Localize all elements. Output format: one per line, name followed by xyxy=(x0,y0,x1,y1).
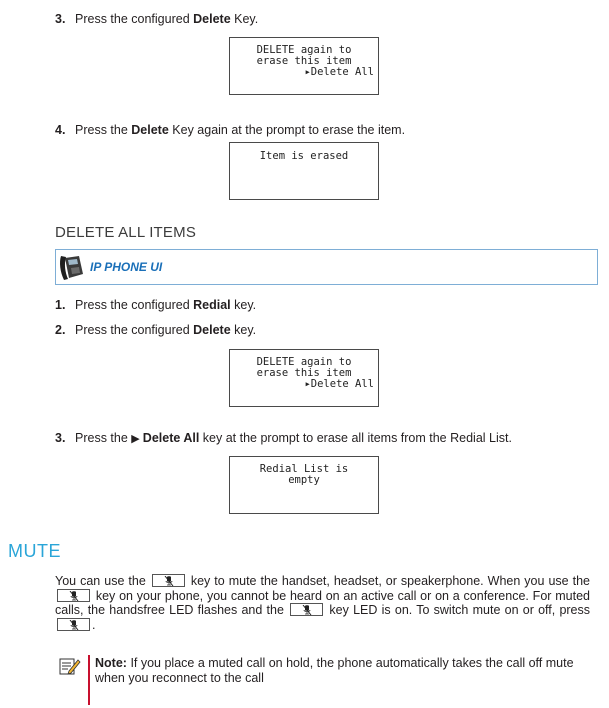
screen-line: DELETE again to xyxy=(256,356,352,368)
step-text: Press the configured xyxy=(75,12,194,26)
step-text: Press the configured xyxy=(75,323,194,337)
phone-screen-delete-prompt xyxy=(229,37,379,95)
step-keyword: Delete xyxy=(193,12,231,26)
screen-line: DELETE again to xyxy=(256,44,352,56)
step-text: Press the configured xyxy=(75,298,194,312)
step-item xyxy=(55,323,256,337)
step-text: key. xyxy=(230,323,257,337)
arrow-right-icon: ▸ xyxy=(304,378,311,390)
step-number: 3. xyxy=(55,431,66,445)
step-keyword: Redial xyxy=(193,298,231,312)
screen-line-softkey xyxy=(230,67,378,78)
screen-line: Redial List is xyxy=(259,463,349,475)
step-keyword: Delete xyxy=(193,323,231,337)
step-text: key. xyxy=(230,298,257,312)
ip-phone-ui-banner xyxy=(55,249,598,285)
softkey-label: Delete All xyxy=(310,66,374,78)
note-body: If you place a muted call on hold, the phone automatically takes the call off mute when you reconnect to the call xyxy=(95,656,574,685)
step-text: Key. xyxy=(230,12,259,26)
step-keyword: Delete xyxy=(131,123,169,137)
step-text: Press the xyxy=(75,431,132,445)
softkey-label: Delete All xyxy=(310,378,374,390)
phone-screen-empty xyxy=(229,456,379,514)
mute-key-icon xyxy=(152,574,185,587)
phone-screen-erased xyxy=(229,142,379,200)
paragraph-text: . xyxy=(92,617,96,632)
step-number: 3. xyxy=(55,12,66,26)
note-text xyxy=(95,656,591,685)
step-text: key at the prompt to erase all items from the Redial List. xyxy=(199,431,512,445)
step-text: Key again at the prompt to erase the item. xyxy=(168,123,406,137)
arrow-right-icon: ▶ xyxy=(131,433,143,445)
banner-label: IP PHONE UI xyxy=(90,260,163,274)
step-number: 1. xyxy=(55,298,66,312)
note-divider xyxy=(88,655,90,705)
note-label: Note: xyxy=(95,656,127,670)
screen-line: erase this item xyxy=(256,55,352,67)
step-item xyxy=(55,12,258,26)
step-number: 4. xyxy=(55,123,66,137)
mute-section-title: MUTE xyxy=(8,541,61,561)
screen-line: Item is erased xyxy=(259,150,349,162)
step-item xyxy=(55,123,405,137)
screen-line-softkey xyxy=(230,379,378,390)
note-icon xyxy=(59,656,81,676)
step-text: Press the xyxy=(75,123,132,137)
mute-key-icon xyxy=(290,603,323,616)
screen-line: erase this item xyxy=(256,367,352,379)
step-item xyxy=(55,298,256,312)
paragraph-text: key LED is on. To switch mute on or off, press xyxy=(329,603,591,617)
ip-phone-icon xyxy=(59,252,87,284)
step-item xyxy=(55,431,512,445)
step-keyword: Delete All xyxy=(142,431,200,445)
paragraph-text: key on your phone, you cannot be heard on an active call or on a conference. For muted calls, the handsfree LED flashes and the xyxy=(55,588,590,617)
paragraph-text: key to mute the handset, headset, or speakerphone. When you use the xyxy=(190,574,590,588)
mute-key-icon xyxy=(57,618,90,631)
screen-line: empty xyxy=(288,474,320,486)
paragraph-text: You can use the xyxy=(55,574,146,588)
phone-screen-delete-prompt xyxy=(229,349,379,407)
section-title: DELETE ALL ITEMS xyxy=(55,224,197,241)
mute-paragraph xyxy=(55,574,590,632)
mute-key-icon xyxy=(57,589,90,602)
step-number: 2. xyxy=(55,323,66,337)
arrow-right-icon: ▸ xyxy=(304,66,311,78)
